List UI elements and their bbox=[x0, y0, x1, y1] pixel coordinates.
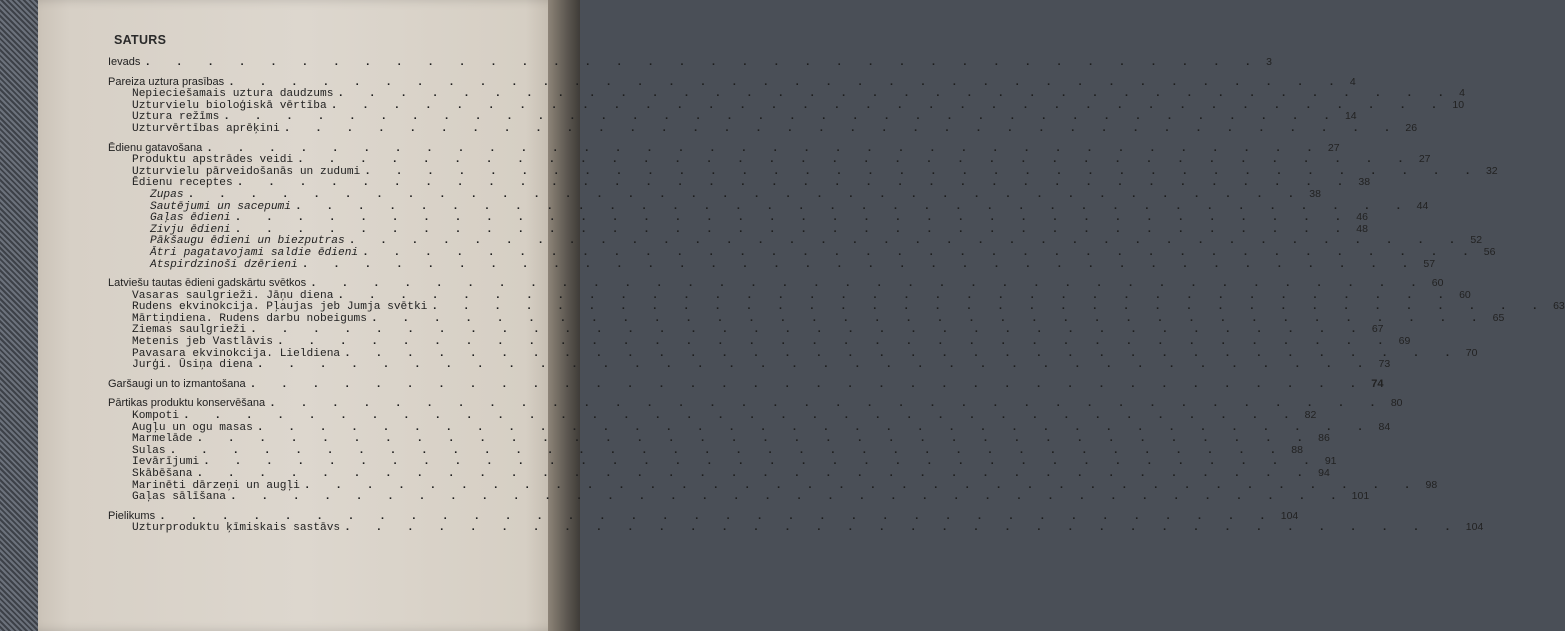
dot-leader: . . . . . . . . . . . . . . . . . . . . . . . . . . . . . . . . . . . . bbox=[236, 177, 1353, 190]
toc-entry-page-number: 44 bbox=[1416, 199, 1429, 212]
toc-entry-page-number: 52 bbox=[1470, 234, 1483, 247]
dot-leader: . . . . . . . . . . . . . . . . . . . . . . . . . . . . . . . . . . . . bbox=[183, 410, 1299, 423]
toc-entry-page-number: 98 bbox=[1425, 478, 1438, 491]
toc-entry-page-number: 65 bbox=[1492, 311, 1505, 324]
dot-leader: . . . . . . . . . . . . . . . . . . . . . . . . . . . . . . . . . . . . bbox=[297, 154, 1413, 167]
toc-entry-label: Marinēti dārzeņi un augļi bbox=[132, 479, 300, 492]
toc-entry bbox=[108, 300, 1565, 314]
dot-leader: . . . . . . . . . . . . . . . . . . . . . . . . . . . . . . . . . . . . bbox=[230, 491, 1346, 504]
dot-leader: . . . . . . . . . . . . . . . . . . . . . . . . . . . . . . . . . . . . bbox=[364, 165, 1480, 178]
toc-entry-page-number: 101 bbox=[1351, 490, 1370, 503]
dot-leader: . . . . . . . . . . . . . . . . . . . . . . . . . . . . . . . . . . . . bbox=[269, 398, 1385, 411]
dot-leader: . . . . . . . . . . . . . . . . . . . . . . . . . . . . . . . . . . . . bbox=[337, 289, 1454, 302]
dot-leader: . . . . . . . . . . . . . . . . . . . . . . . . . . . . . . . . . . . . bbox=[187, 188, 1304, 201]
toc-entry bbox=[108, 110, 1357, 124]
toc-entry bbox=[108, 288, 1471, 302]
toc-entry-page-number: 32 bbox=[1485, 164, 1498, 177]
toc-entry bbox=[108, 234, 1483, 248]
toc-entry-page-number: 84 bbox=[1378, 420, 1391, 433]
table-of-contents bbox=[108, 56, 1565, 542]
toc-entry-label: Mārtiņdiena. Rudens darbu nobeigums bbox=[132, 312, 367, 325]
toc-entry-page-number: 26 bbox=[1405, 121, 1418, 134]
toc-entry-page-number: 86 bbox=[1318, 432, 1330, 445]
toc-entry bbox=[108, 56, 1272, 69]
toc-entry-label: Pareiza uztura prasības bbox=[108, 75, 225, 88]
toc-entry-page-number: 67 bbox=[1371, 323, 1384, 336]
dot-leader: . . . . . . . . . . . . . . . . . . . . . . . . . . . . . . . . . . . . bbox=[330, 99, 1447, 112]
toc-entry-label: Kompoti bbox=[132, 410, 179, 423]
dot-leader: . . . . . . . . . . . . . . . . . . . . . . . . . . . . . . . . . . . . bbox=[348, 235, 1465, 248]
toc-entry bbox=[108, 377, 1384, 391]
dot-leader: . . . . . . . . . . . . . . . . . . . . . . . . . . . . . . . . . . . . bbox=[250, 324, 1366, 337]
toc-entry bbox=[108, 397, 1403, 411]
toc-entry-label: Gaļas ēdieni bbox=[150, 212, 231, 225]
toc-entry-label: Uzturvielu pārveidošanās un zudumi bbox=[132, 165, 361, 178]
toc-entry-page-number: 3 bbox=[1266, 56, 1272, 68]
toc-entry-label: Pielikums bbox=[108, 509, 156, 522]
toc-entry-page-number: 27 bbox=[1418, 153, 1431, 166]
toc-entry-page-number: 88 bbox=[1291, 443, 1303, 456]
dot-leader: . . . . . . . . . . . . . . . . . . . . . . . . . . . . . . . . . . . . bbox=[283, 122, 1400, 135]
toc-section bbox=[108, 56, 1272, 69]
toc-entry bbox=[108, 164, 1498, 178]
toc-entry bbox=[108, 521, 1484, 535]
toc-entry-label: Ātri pagatavojami saldie ēdieni bbox=[150, 246, 359, 259]
toc-entry bbox=[108, 409, 1317, 423]
dot-leader: . . . . . . . . . . . . . . . . . . . . . . . . . . . . . . . . . . . . bbox=[370, 312, 1487, 325]
toc-entry-label: Uzturproduktu ķīmiskais sastāvs bbox=[132, 522, 341, 535]
toc-entry-label: Augļu un ogu masas bbox=[132, 421, 253, 434]
toc-entry-page-number: 14 bbox=[1344, 110, 1357, 123]
toc-entry-label: Ziemas saulgrieži bbox=[132, 324, 247, 337]
toc-entry-page-number: 74 bbox=[1371, 377, 1384, 390]
background-fabric bbox=[0, 0, 38, 631]
toc-entry bbox=[108, 509, 1299, 523]
toc-entry bbox=[108, 245, 1496, 259]
toc-entry-page-number: 69 bbox=[1398, 335, 1411, 348]
toc-entry-page-number: 104 bbox=[1280, 509, 1299, 522]
dot-leader: . . . . . . . . . . . . . . . . . . . . . . . . . . . . . . . . . . . . bbox=[337, 88, 1454, 101]
toc-entry-label: Marmelāde bbox=[132, 433, 193, 446]
dot-leader: . . . . . . . . . . . . . . . . . . . . . . . . . . . . . . . . . . . . bbox=[223, 111, 1339, 124]
toc-entry-label: Metenis jeb Vastlāvis bbox=[132, 336, 273, 349]
toc-entry bbox=[108, 187, 1321, 201]
toc-entry-page-number: 10 bbox=[1452, 98, 1465, 111]
toc-entry-label: Rudens ekvinokcija. Pļaujas jeb Jumja svētki bbox=[132, 301, 428, 314]
dot-leader: . . . . . . . . . . . . . . . . . . . . . . . . . . . . . . . . . . . . bbox=[144, 57, 1261, 69]
dot-leader: . . . . . . . . . . . . . . . . . . . . . . . . . . . . . . . . . . . . bbox=[310, 278, 1426, 291]
toc-entry-page-number: 63 bbox=[1553, 300, 1565, 313]
dot-leader: . . . . . . . . . . . . . . . . . . . . . . . . . . . . . . . . . . . . bbox=[431, 301, 1548, 314]
toc-entry bbox=[108, 420, 1391, 434]
toc-entry-page-number: 73 bbox=[1378, 358, 1391, 371]
toc-entry bbox=[108, 323, 1384, 337]
toc-entry-page-number: 38 bbox=[1309, 187, 1321, 200]
toc-entry bbox=[108, 141, 1340, 155]
dot-leader: . . . . . . . . . . . . . . . . . . . . . . . . . . . . . . . . . . . . bbox=[295, 200, 1411, 213]
dot-leader: . . . . . . . . . . . . . . . . . . . . . . . . . . . . . . . . . . . . bbox=[196, 468, 1313, 480]
page-title: SATURS bbox=[114, 33, 167, 47]
toc-section bbox=[108, 75, 1465, 135]
toc-entry bbox=[108, 455, 1337, 469]
toc-entry-page-number: 57 bbox=[1423, 257, 1436, 270]
dot-leader: . . . . . . . . . . . . . . . . . . . . . . . . . . . . . . . . . . . . bbox=[344, 522, 1460, 535]
toc-entry bbox=[108, 311, 1505, 325]
toc-entry-page-number: 60 bbox=[1431, 277, 1444, 290]
toc-entry-label: Uztura režīms bbox=[132, 111, 220, 124]
dot-leader: . . . . . . . . . . . . . . . . . . . . . . . . . . . . . . . . . . . . bbox=[301, 258, 1418, 271]
toc-entry-page-number: 27 bbox=[1327, 141, 1340, 154]
toc-entry bbox=[108, 358, 1391, 372]
toc-entry-page-number: 94 bbox=[1318, 467, 1330, 479]
dot-leader: . . . . . . . . . . . . . . . . . . . . . . . . . . . . . . . . . . . . bbox=[256, 421, 1373, 434]
toc-section bbox=[108, 377, 1384, 391]
dot-leader: . . . . . . . . . . . . . . . . . . . . . . . . . . . . . . . . . . . . bbox=[362, 246, 1478, 259]
toc-entry-label: Uzturvielu bioloģiskā vērtība bbox=[132, 99, 327, 112]
dot-leader: . . . . . . . . . . . . . . . . . . . . . . . . . . . . . . . . . . . . bbox=[169, 444, 1286, 457]
toc-entry-label: Vasaras saulgrieži. Jāņu diena bbox=[132, 289, 334, 302]
toc-entry-page-number: 56 bbox=[1483, 245, 1496, 258]
toc-entry bbox=[108, 432, 1330, 446]
toc-entry-label: Sulas bbox=[132, 444, 166, 457]
toc-entry-label: Pavasara ekvinokcija. Lieldiena bbox=[132, 347, 341, 360]
dot-leader: . . . . . . . . . . . . . . . . . . . . . . . . . . . . . . . . . . . . bbox=[256, 359, 1373, 372]
toc-entry bbox=[108, 153, 1431, 167]
toc-entry bbox=[108, 98, 1465, 112]
toc-entry-page-number: 48 bbox=[1356, 222, 1368, 235]
dot-leader: . . . . . . . . . . . . . . . . . . . . . . . . . . . . . . . . . . . . bbox=[249, 378, 1366, 391]
toc-section bbox=[108, 141, 1498, 271]
dot-leader: . . . . . . . . . . . . . . . . . . . . . . . . . . . . . . . . . . . . bbox=[228, 76, 1344, 89]
toc-entry-page-number: 60 bbox=[1459, 288, 1471, 301]
toc-entry bbox=[108, 478, 1438, 492]
dot-leader: . . . . . . . . . . . . . . . . . . . . . . . . . . . . . . . . . . . . bbox=[159, 510, 1275, 523]
toc-entry-label: Zupas bbox=[150, 188, 184, 201]
toc-entry bbox=[108, 277, 1444, 291]
toc-entry-label: Atspirdzinoši dzērieni bbox=[150, 258, 298, 271]
toc-entry-label: Latviešu tautas ēdieni gadskārtu svētkos bbox=[108, 277, 307, 290]
toc-entry-label: Garšaugi un to izmantošana bbox=[108, 377, 246, 390]
toc-entry bbox=[108, 199, 1429, 213]
toc-entry-label: Skābēšana bbox=[132, 468, 193, 480]
toc-entry-page-number: 4 bbox=[1349, 75, 1356, 88]
toc-entry bbox=[108, 211, 1368, 225]
toc-entry-label: Pākšaugu ēdieni un biezputras bbox=[150, 235, 345, 248]
dot-leader: . . . . . . . . . . . . . . . . . . . . . . . . . . . . . . . . . . . . bbox=[206, 142, 1322, 155]
dot-leader: . . . . . . . . . . . . . . . . . . . . . . . . . . . . . . . . . . . . bbox=[234, 223, 1351, 236]
toc-entry-page-number: 70 bbox=[1465, 346, 1478, 359]
toc-entry-label: Nepieciešamais uztura daudzums bbox=[132, 88, 334, 101]
dot-leader: . . . . . . . . . . . . . . . . . . . . . . . . . . . . . . . . . . . . bbox=[234, 212, 1351, 225]
toc-entry-label: Ievārījumi bbox=[132, 456, 200, 469]
toc-entry bbox=[108, 176, 1371, 190]
toc-entry-label: Pārtikas produktu konservēšana bbox=[108, 397, 266, 410]
toc-entry-label: Produktu apstrādes veidi bbox=[132, 154, 294, 167]
toc-entry bbox=[108, 346, 1478, 360]
toc-entry bbox=[108, 490, 1370, 504]
toc-entry bbox=[108, 121, 1418, 135]
dot-leader: . . . . . . . . . . . . . . . . . . . . . . . . . . . . . . . . . . . . bbox=[344, 347, 1460, 360]
toc-entry bbox=[108, 467, 1330, 480]
dot-leader: . . . . . . . . . . . . . . . . . . . . . . . . . . . . . . . . . . . . bbox=[203, 456, 1319, 469]
toc-entry bbox=[108, 443, 1303, 457]
toc-entry bbox=[108, 335, 1411, 349]
toc-entry bbox=[108, 87, 1465, 101]
dot-leader: . . . . . . . . . . . . . . . . . . . . . . . . . . . . . . . . . . . . bbox=[303, 479, 1420, 492]
toc-entry-label: Ēdienu receptes bbox=[132, 177, 233, 190]
toc-entry-label: Ēdienu gatavošana bbox=[108, 141, 203, 154]
toc-entry-label: Zivju ēdieni bbox=[150, 223, 231, 236]
toc-entry-page-number: 82 bbox=[1304, 409, 1317, 422]
toc-entry-page-number: 104 bbox=[1465, 521, 1484, 534]
toc-section bbox=[108, 277, 1565, 372]
toc-entry bbox=[108, 222, 1368, 236]
toc-entry-label: Jurģi. Ūsiņa diena bbox=[132, 359, 253, 372]
toc-entry-label: Uzturvērtības aprēķini bbox=[132, 122, 280, 135]
toc-section bbox=[108, 509, 1484, 535]
toc-entry-label: Ievads bbox=[108, 56, 141, 68]
dot-leader: . . . . . . . . . . . . . . . . . . . . . . . . . . . . . . . . . . . . bbox=[277, 336, 1393, 349]
toc-entry-label: Sautējumi un sacepumi bbox=[150, 200, 291, 213]
toc-entry-page-number: 80 bbox=[1390, 397, 1403, 410]
toc-entry-page-number: 91 bbox=[1324, 455, 1337, 468]
toc-entry bbox=[108, 75, 1356, 89]
toc-section bbox=[108, 397, 1438, 504]
toc-entry-page-number: 4 bbox=[1459, 87, 1465, 100]
toc-entry-page-number: 46 bbox=[1356, 211, 1368, 224]
toc-entry bbox=[108, 257, 1436, 271]
toc-entry-page-number: 38 bbox=[1358, 176, 1371, 189]
dot-leader: . . . . . . . . . . . . . . . . . . . . . . . . . . . . . . . . . . . . bbox=[196, 433, 1313, 446]
toc-entry-label: Gaļas sālīšana bbox=[132, 491, 226, 504]
